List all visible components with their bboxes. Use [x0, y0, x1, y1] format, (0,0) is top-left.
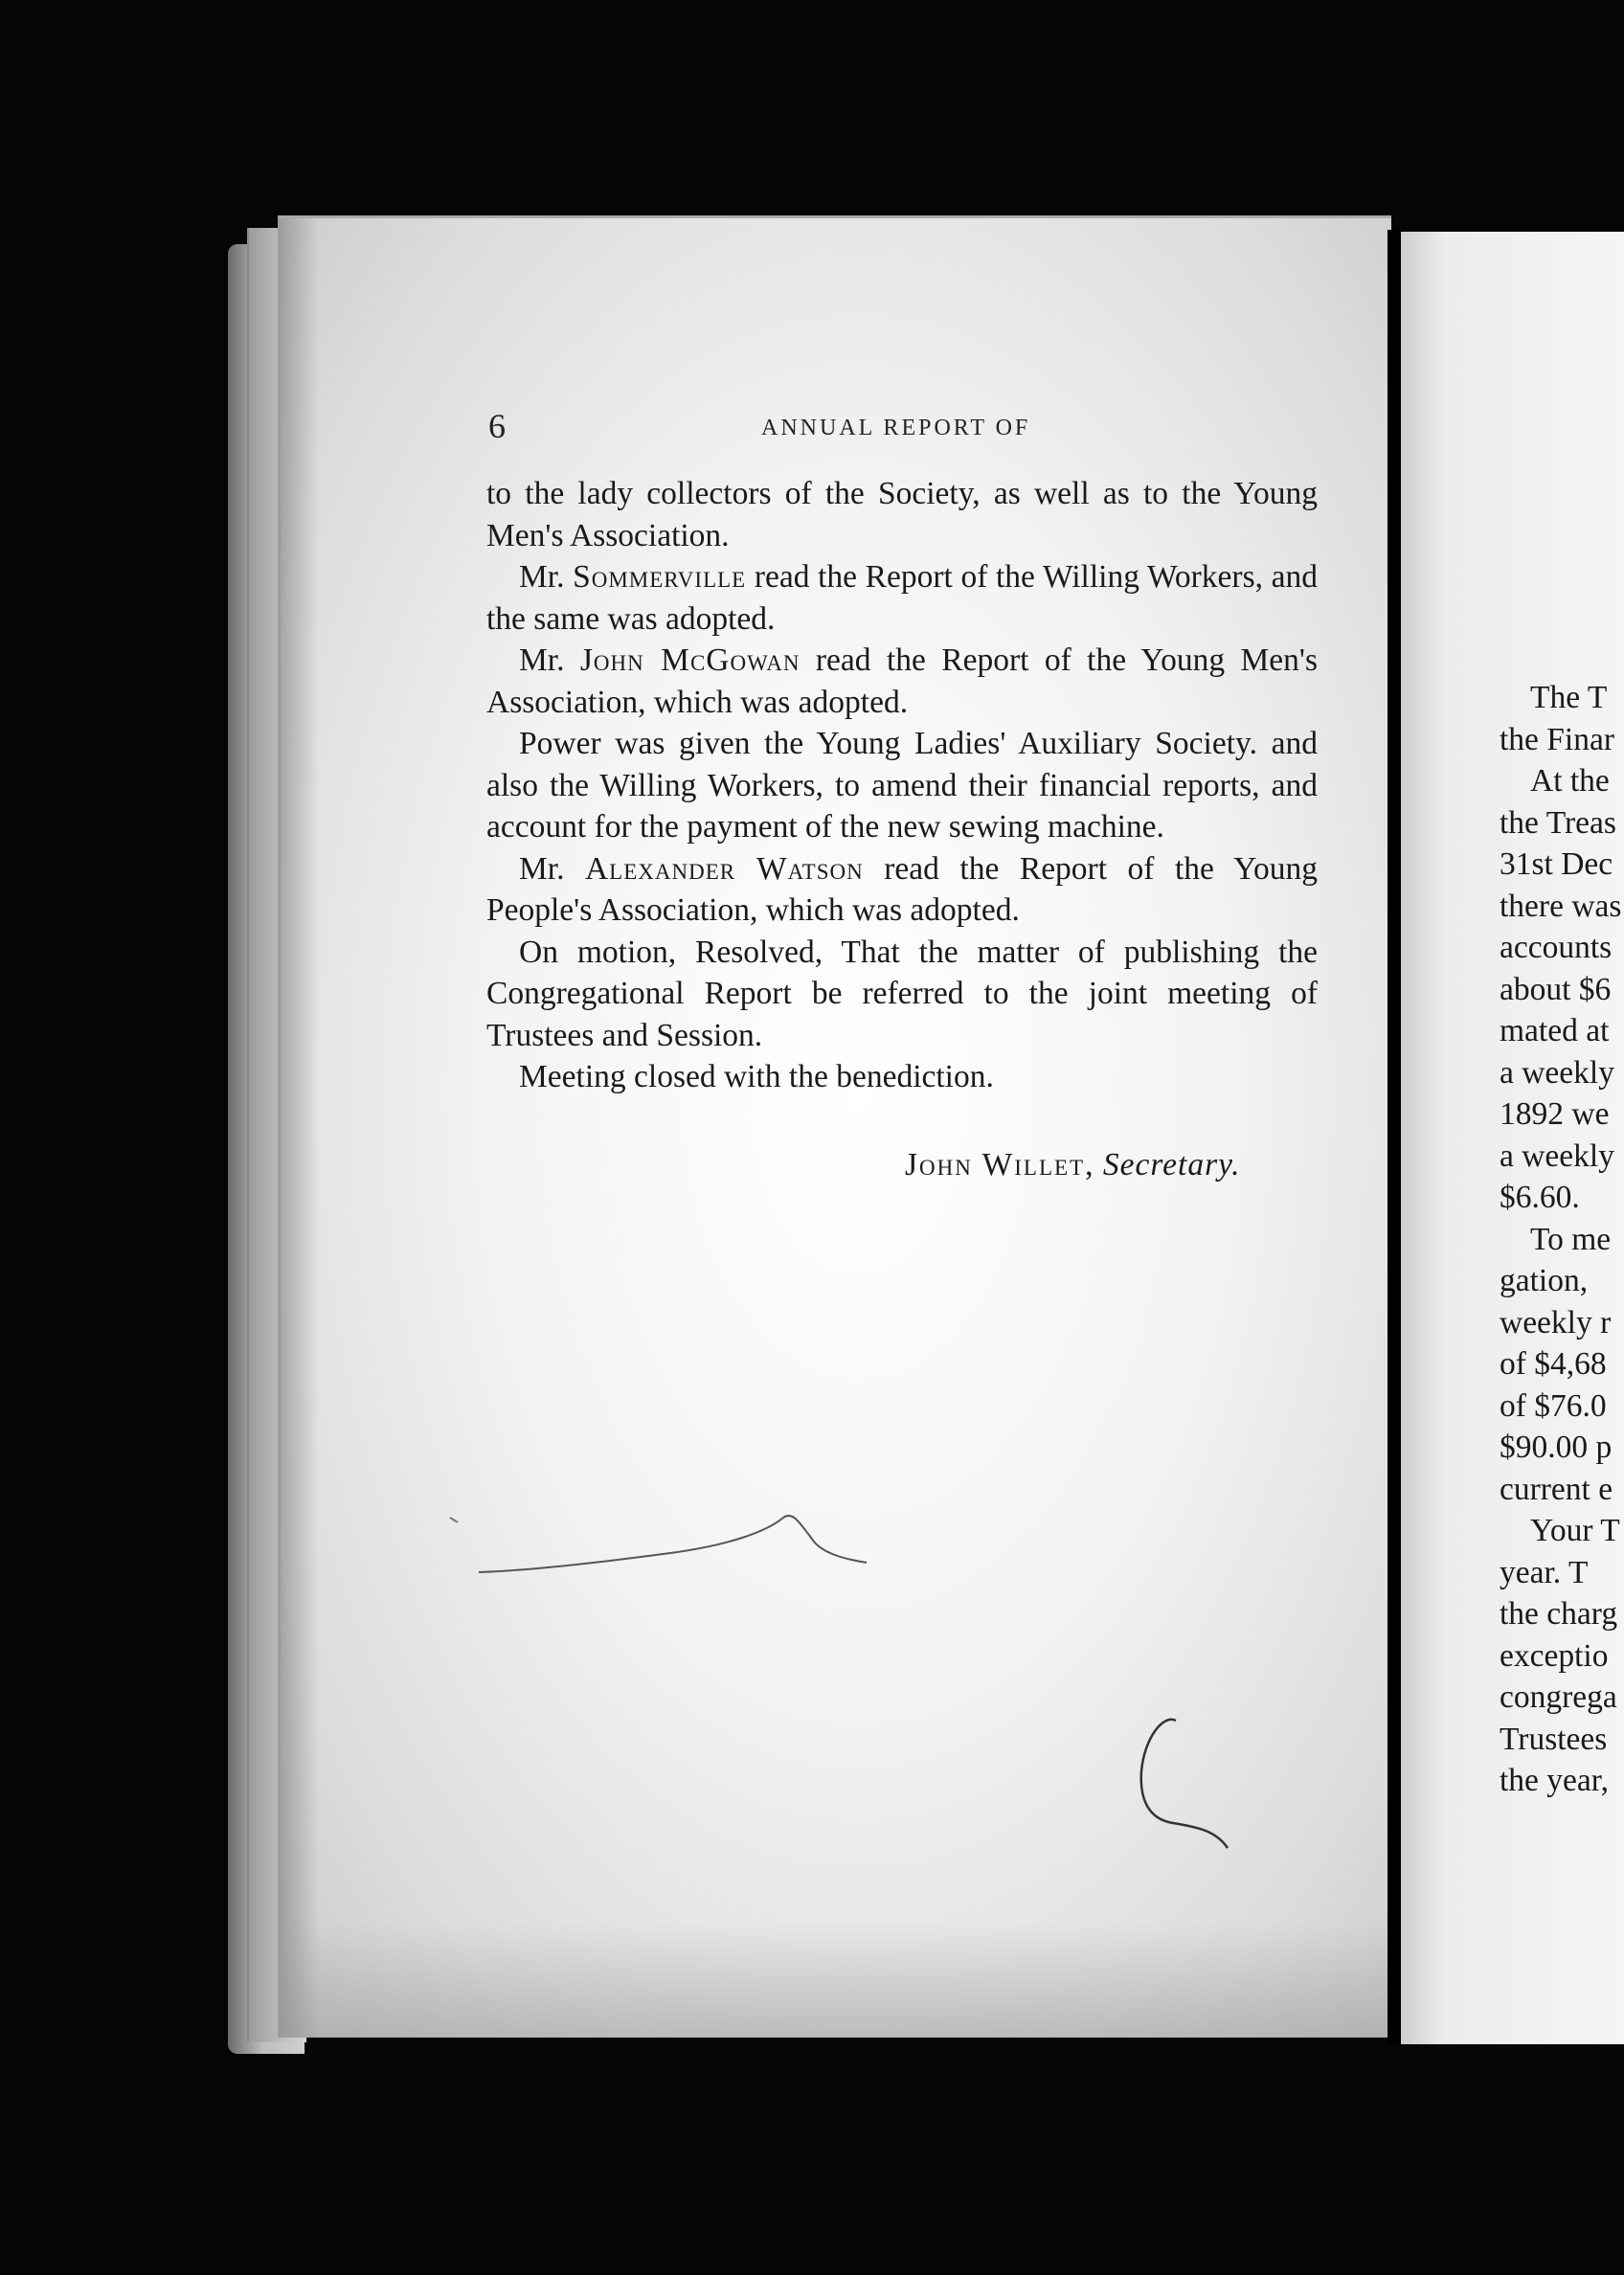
signature-line [905, 1147, 1241, 1183]
paragraph-6: On motion, Resolved, That the matter of publishing the Congregational Report be referred to the joint meeting of Trustees and Session. [486, 934, 1318, 1053]
right-page-line: a weekly [1500, 1138, 1614, 1174]
paragraph-3 [486, 640, 1318, 723]
speaker-name: John McGowan [579, 642, 801, 678]
right-page-line: the charg [1500, 1596, 1618, 1632]
right-page-line: gation, [1500, 1263, 1589, 1298]
paragraph-2-prefix: Mr. [519, 559, 574, 595]
running-head: ANNUAL REPORT OF [761, 416, 1031, 440]
signature-role: Secretary. [1102, 1147, 1241, 1183]
right-page-line: weekly r [1500, 1304, 1612, 1340]
paragraph-3-rest: read the Report of the Young Men's Association, which was adopted. [486, 642, 1318, 720]
page-shadow-left [281, 218, 319, 2038]
right-page-line: The T [1530, 680, 1608, 715]
right-page-line: 31st Dec [1500, 846, 1613, 882]
speaker-name: Sommerville [573, 559, 747, 595]
speaker-name: Alexander Watson [584, 850, 864, 887]
right-page-line: exceptio [1500, 1637, 1609, 1674]
right-page-line: congrega [1500, 1679, 1617, 1715]
page-shadow-bottom [281, 1923, 1391, 2038]
right-page-line: about $6 [1500, 971, 1612, 1007]
right-page-line: a weekly [1500, 1054, 1614, 1091]
right-page-line: of $76.0 [1500, 1387, 1607, 1424]
paragraph-1: to the lady collectors of the Society, as well as to the Young Men's Association. [486, 476, 1318, 553]
right-page-line: current e [1500, 1471, 1613, 1507]
paragraph-7: Meeting closed with the benediction. [519, 1059, 994, 1094]
right-page-line: the Finar [1500, 721, 1615, 757]
right-page-line: the Treas [1500, 804, 1616, 841]
right-page-line: Your T [1530, 1513, 1620, 1548]
right-page-line: $6.60. [1500, 1180, 1580, 1215]
right-page-line: accounts [1500, 930, 1613, 965]
body-text [486, 473, 1318, 1098]
paragraph-4: Power was given the Young Ladies' Auxiliary Society. and also the Willing Workers, to amend their financial reports, and account for the payment of the new sewing machine. [486, 726, 1318, 845]
right-page-line: 1892 we [1500, 1096, 1610, 1132]
book-gutter [1387, 230, 1401, 2044]
right-page-line: there was [1500, 888, 1622, 924]
paragraph-5 [486, 848, 1318, 932]
page-number: 6 [488, 407, 506, 445]
paragraph-5-prefix: Mr. [519, 850, 585, 887]
paragraph-5-rest: read the Report of the Young People's Association, which was adopted. [486, 850, 1318, 928]
paragraph-2 [486, 556, 1318, 640]
paragraph-3-prefix: Mr. [519, 642, 580, 678]
right-page-line: year. T [1500, 1554, 1589, 1590]
right-page-line: of $4,68 [1500, 1346, 1607, 1382]
right-page-line: Trustees [1500, 1721, 1608, 1757]
paragraph-2-rest: read the Report of the Willing Workers, and the same was adopted. [486, 559, 1318, 637]
right-page-text [1500, 677, 1624, 1802]
right-page-line: To me [1530, 1221, 1612, 1257]
signature-name: John Willet, [905, 1147, 1095, 1183]
right-page-line: $90.00 p [1500, 1430, 1613, 1465]
right-page-line: the year, [1500, 1763, 1609, 1798]
right-page-line: At the [1530, 763, 1610, 799]
right-page-line: mated at [1500, 1013, 1610, 1048]
